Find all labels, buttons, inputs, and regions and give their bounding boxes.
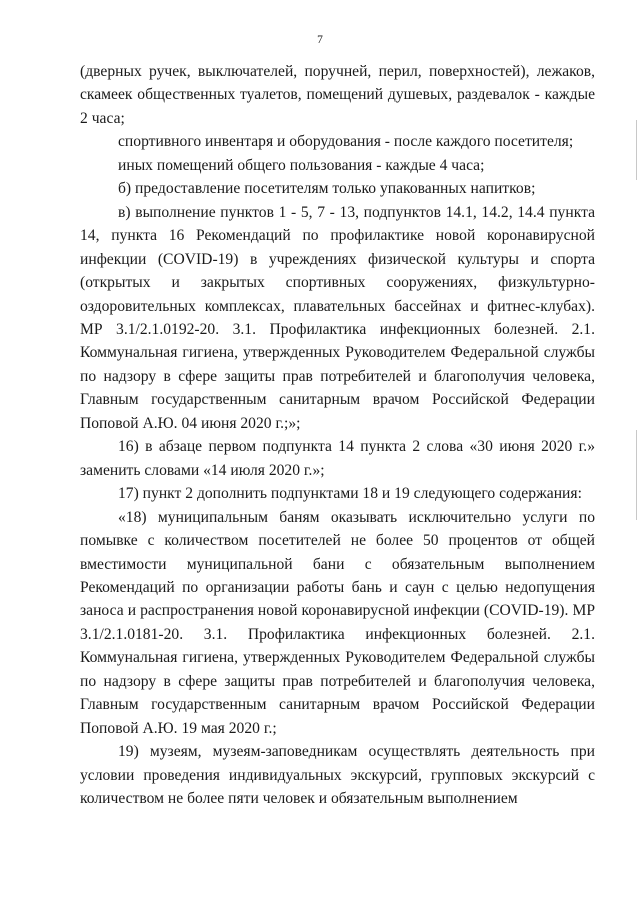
paragraph-2: спортивного инвентаря и оборудования - после каждого посетителя; [118, 133, 574, 151]
paragraph-4: б) предоставление посетителям только упакованных напитков; [118, 180, 536, 198]
paragraph-8: «18) муниципальным баням оказывать исключительно услуги по помывке с количеством посетителей не более 50 процентов от общей вместимости муниципальной бани с обязательным выполнением Рекомендаций по организации работы бань и саун с целью недопущения заноса и распространения новой коронавирусной инфекции (COVID-19). МР 3.1/2.1.0181-20. 3.1. Профилактика инфекционных болезней. 2.1. Коммунальная гигиена, утвержденных Руководителем Федеральной службы по надзору в сфере защиты прав потребителей и благополучия человека, Главным государственным санитарным врачом Российской Федерации Поповой А.Ю. 19 мая 2020 г.; [80, 508, 595, 737]
paragraph-5: в) выполнение пунктов 1 - 5, 7 - 13, подпунктов 14.1, 14.2, 14.4 пункта 14, пункта 16 Рекомендаций по профилактике новой коронавирусной инфекции (COVID-19) в учреждениях физической культуры и спорта (открытых и закрытых спортивных сооружениях, физкультурно-оздоровительных комплексах, плавательных бассейнах и фитнес-клубах). МР 3.1/2.1.0192-20. 3.1. Профилактика инфекционных болезней. 2.1. Коммунальная гигиена, утвержденных Руководителем Федеральной службы по надзору в сфере защиты прав потребителей и благополучия человека, Главным государственным санитарным врачом Российской Федерации Поповой А.Ю. 04 июня 2020 г.;»; [80, 203, 595, 432]
scan-edge-mark [636, 430, 637, 520]
paragraph-1: (дверных ручек, выключателей, поручней, перил, поверхностей), лежаков, скамеек общественных туалетов, помещений душевых, раздевалок - каждые 2 часа; [80, 63, 595, 127]
document-body [80, 60, 595, 811]
paragraph-3: иных помещений общего пользования - каждые 4 часа; [118, 156, 485, 174]
page-number: 7 [317, 34, 323, 46]
paragraph-6: 16) в абзаце первом подпункта 14 пункта 2 слова «30 июня 2020 г.» заменить словами «14 июля 2020 г.»; [80, 438, 595, 479]
scan-edge-mark [636, 120, 637, 180]
paragraph-9: 19) музеям, музеям-заповедникам осуществлять деятельность при условии проведения индивидуальных экскурсий, групповых экскурсий с количеством не более пяти человек и обязательным выполнением [80, 743, 595, 808]
paragraph-7: 17) пункт 2 дополнить подпунктами 18 и 19 следующего содержания: [118, 485, 582, 503]
